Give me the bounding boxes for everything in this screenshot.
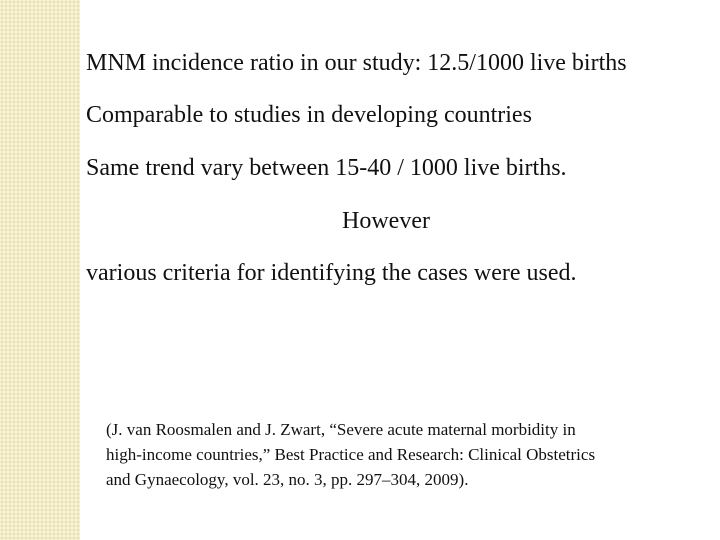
text-line-same-trend: Same trend vary between 15-40 / 1000 live births. [86,155,567,181]
citation-line: and Gynaecology, vol. 23, no. 3, pp. 297–304, 2009). [106,470,469,489]
citation-reference [106,417,706,492]
text-line-incidence-ratio: MNM incidence ratio in our study: 12.5/1000 live births [86,50,627,76]
text-line-however: However [342,208,430,234]
decorative-side-band [0,0,80,540]
citation-line: (J. van Roosmalen and J. Zwart, “Severe acute maternal morbidity in [106,420,576,439]
text-line-comparable-studies: Comparable to studies in developing countries [86,102,532,128]
text-line-various-criteria: various criteria for identifying the cases were used. [86,260,577,286]
citation-line: high-income countries,” Best Practice and Research: Clinical Obstetrics [106,445,596,464]
